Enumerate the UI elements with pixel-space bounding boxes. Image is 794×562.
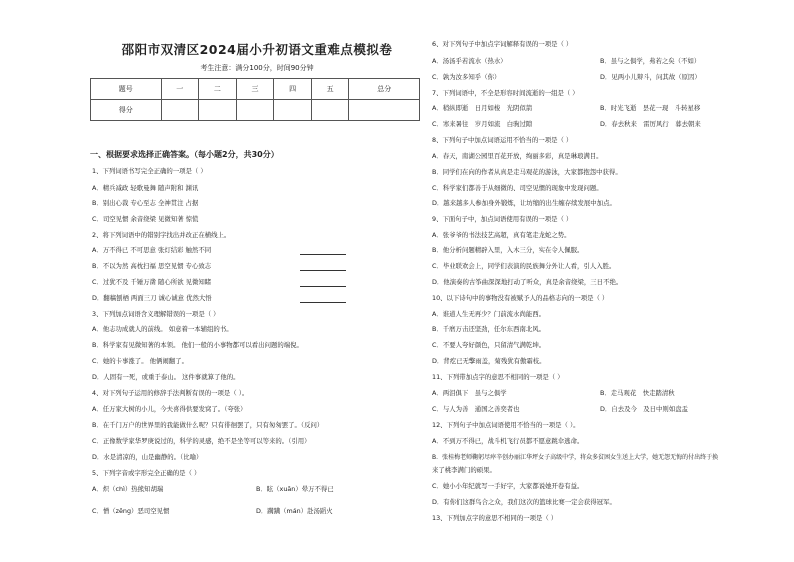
option-line: D．有你们这群鸟合之众，我们这次的篮球比赛一定会获得冠军。: [432, 498, 616, 506]
question-line: 6、对下列句子中加点字词解释有误的一项是（ ）: [432, 40, 573, 48]
question-line: 1、下列词语书写完全正确的一项是（ ）: [92, 167, 207, 175]
option-line: B．在千门万户的世界里的我能做什么呢？只有徘徊罢了，只有匆匆罢了。（反问）: [92, 421, 324, 429]
option-line: D．见两小儿辩斗，问其故（原因）: [600, 73, 701, 81]
option-line: B．张桂梅老师鞠躬尽瘁辛创办丽江华坪女子高级中学，将众多贫困女生送上大学，她无怨无悔的付出终于换: [432, 454, 719, 461]
question-line: 13、下列加点字的意思不相同的一项是（ ）: [432, 514, 558, 522]
option-line: A．张爷爷的书法技艺高超，真有笔走龙蛇之势。: [432, 231, 571, 239]
option-line: D．越来越多人参加身外锻炼，让坊缩的出生缠存续发展中加点。: [432, 199, 616, 207]
score-cell-empty: [199, 100, 237, 121]
score-table: [90, 78, 420, 121]
option-line: B．眩（xuān）晕万不得已: [256, 485, 334, 493]
question-line: 9、下面句子中，加点词语使用有误的一项是（ ）: [432, 215, 573, 223]
option-line: A．万不得已 不可思意 张灯结彩 触然不同: [92, 246, 212, 254]
option-line: A．任万家大树的小儿，今夫喜得供要发窝了。（夸张）: [92, 405, 247, 413]
score-cell-empty: [236, 100, 274, 121]
score-cell: 二: [199, 79, 237, 100]
answer-blank[interactable]: [300, 294, 346, 303]
option-line: A．他志功成就人的前线。 如意着一本辅组的书。: [92, 325, 233, 333]
score-cell: 三: [236, 79, 274, 100]
option-line: B．不以为然 高枕扫福 思空见惯 专心致志: [92, 262, 212, 270]
option-line: D．背疙已无擎雨盖，菊残犹有傲霜枝。: [432, 357, 546, 365]
option-line: D．水是清凉的，山是幽静的。（比喻）: [92, 453, 203, 461]
score-cell: 题号: [91, 79, 162, 100]
option-line: A．不到万不得已，战斗机飞行员都不愿意跳伞逃命。: [432, 437, 584, 445]
option-line: 来了桃李满门的硕果。: [432, 466, 496, 474]
option-line: C．不要人夸好颜色，只留清气满乾坤。: [432, 341, 546, 349]
score-cell-empty: [311, 100, 349, 121]
score-cell-empty: [274, 100, 312, 121]
option-line: C．寒来暑往 岁月如流 白驹过隙: [432, 120, 533, 128]
page-title: 邵阳市双清区2024届小升初语文重难点模拟卷: [121, 42, 393, 57]
option-line: B．科学家有见微知著的本领。 他们一般的小事物都可以看出问题的端倪。: [92, 341, 303, 349]
score-cell: 得分: [91, 100, 162, 121]
option-line: B．时光飞逝 昙花一现 斗转星移: [600, 104, 701, 112]
option-line: A．稍纵即逝 日月如梭 光阴似箭: [432, 104, 533, 112]
question-line: 3、下列加点词语含义理解错误的一项是（ ）: [92, 310, 220, 318]
option-line: C．她的卡事涨了。 他俩闹翻了。: [92, 357, 188, 365]
question-line: 5、下列字音或字形完全正确的是（ ）: [92, 469, 201, 477]
option-line: A．谁道人生无再少？门前流水尚能西。: [432, 310, 546, 318]
option-line: A．两泪俱下 虽与之俱学: [432, 389, 507, 397]
question-line: 8、下列句子中加点词语运用不恰当的一项是（ ）: [432, 136, 573, 144]
option-line: C．孰为汝多知乎（你）: [432, 73, 501, 81]
question-line: 11、下列带加点字的意思不相同的一项是（ ）: [432, 373, 564, 381]
option-line: B．他分析问题精辟入里，入木三分，实在令人佩服。: [432, 246, 584, 254]
option-line: B．虽与之俱学，弗若之矣（不如）: [600, 57, 701, 65]
question-line: 7、下列词语中，不全是形容时间流逝的一组是（ ）: [432, 89, 579, 97]
section-heading: 一、根据要求选择正确答案。（每小题2分，共30分）: [90, 150, 279, 159]
option-line: B．走马观花 快走踏清秋: [600, 389, 675, 397]
option-line: C．她小小年纪就写一手好字，大家都说她开卷有益。: [432, 482, 584, 490]
score-cell: 五: [311, 79, 349, 100]
option-line: A．炽（chì）热熊知胡瑞: [92, 485, 164, 493]
answer-blank[interactable]: [300, 278, 346, 287]
question-line: 2、将下列词语中的错别字找出并改正在横线上。: [92, 231, 231, 239]
question-line: 10、以下诗句中的事物没有被赋予人的品格志向的一项是（ ）: [432, 294, 609, 302]
score-table-header-row: [91, 79, 420, 100]
question-line: 4、对下列句子运用的修辞手法判断有误的一项是（ ）。: [92, 389, 249, 397]
option-line: B．同学们在向的作者从真是走马观花的游泳，大家都抱怨中获得。: [432, 168, 622, 176]
score-cell-empty: [161, 100, 199, 121]
option-line: B．千磨万击还坚劲，任尔东西南北风。: [432, 325, 546, 333]
option-line: D．自去及今 及日中则如盘盂: [600, 405, 688, 413]
score-cell: 总分: [349, 79, 420, 100]
exam-note: 考生注意：满分100分，时间90分钟: [200, 64, 314, 72]
option-line: C．科学家们都善于从细微的、司空见惯的现象中发现问题。: [432, 184, 603, 192]
answer-blank[interactable]: [300, 246, 346, 255]
question-line: 12、下列句子中加点词语使用不恰当的一项是（ ）。: [432, 421, 580, 429]
option-line: C．毕业联欢会上，同学们表演的民族舞分外让人看，引人入胜。: [432, 262, 616, 270]
answer-blank[interactable]: [300, 262, 346, 271]
option-line: D．春去秋来 雷厉风行 暮去朝来: [600, 120, 701, 128]
option-line: C．憎（zēng）恶司空见惯: [92, 507, 170, 515]
option-line: C．与人为善 通国之善奕者也: [432, 405, 520, 413]
option-line: A．精兵减政 轻歌曼舞 随声附和 渊讯: [92, 184, 199, 192]
option-line: B．别出心裁 专心至志 全神贯注 占据: [92, 199, 199, 207]
option-line: D．翻稿刨栖 两面三刀 诚心诚意 优然大悟: [92, 294, 212, 302]
option-line: C．司空见惯 余音绕梁 见微知著 惊慌: [92, 215, 199, 223]
score-cell: 一: [161, 79, 199, 100]
option-line: D．蹒蹒（mán）赴汤蹈火: [256, 507, 333, 515]
score-cell: 四: [274, 79, 312, 100]
option-line: C．过犹不及 千锤万凿 随心所欲 见微知睹: [92, 278, 212, 286]
option-line: A．汤汤乎若流水（热水）: [432, 57, 507, 65]
option-line: A．春天，南湖公园里百花开放，绚丽多彩，真是琳琅满目。: [432, 152, 603, 160]
option-line: D．人固有一死，或重于泰山。 这件事就算了他的。: [92, 373, 240, 381]
score-table-score-row: [91, 100, 420, 121]
option-line: C．正像数学家华罗庚说过的，科学的灵感，绝不是坐等可以等来的。（引用）: [92, 437, 311, 445]
score-cell-empty: [349, 100, 420, 121]
option-line: D．他演奏的古筝曲深深地打动了听众，真是余音绕梁，三日不绝。: [432, 278, 623, 286]
